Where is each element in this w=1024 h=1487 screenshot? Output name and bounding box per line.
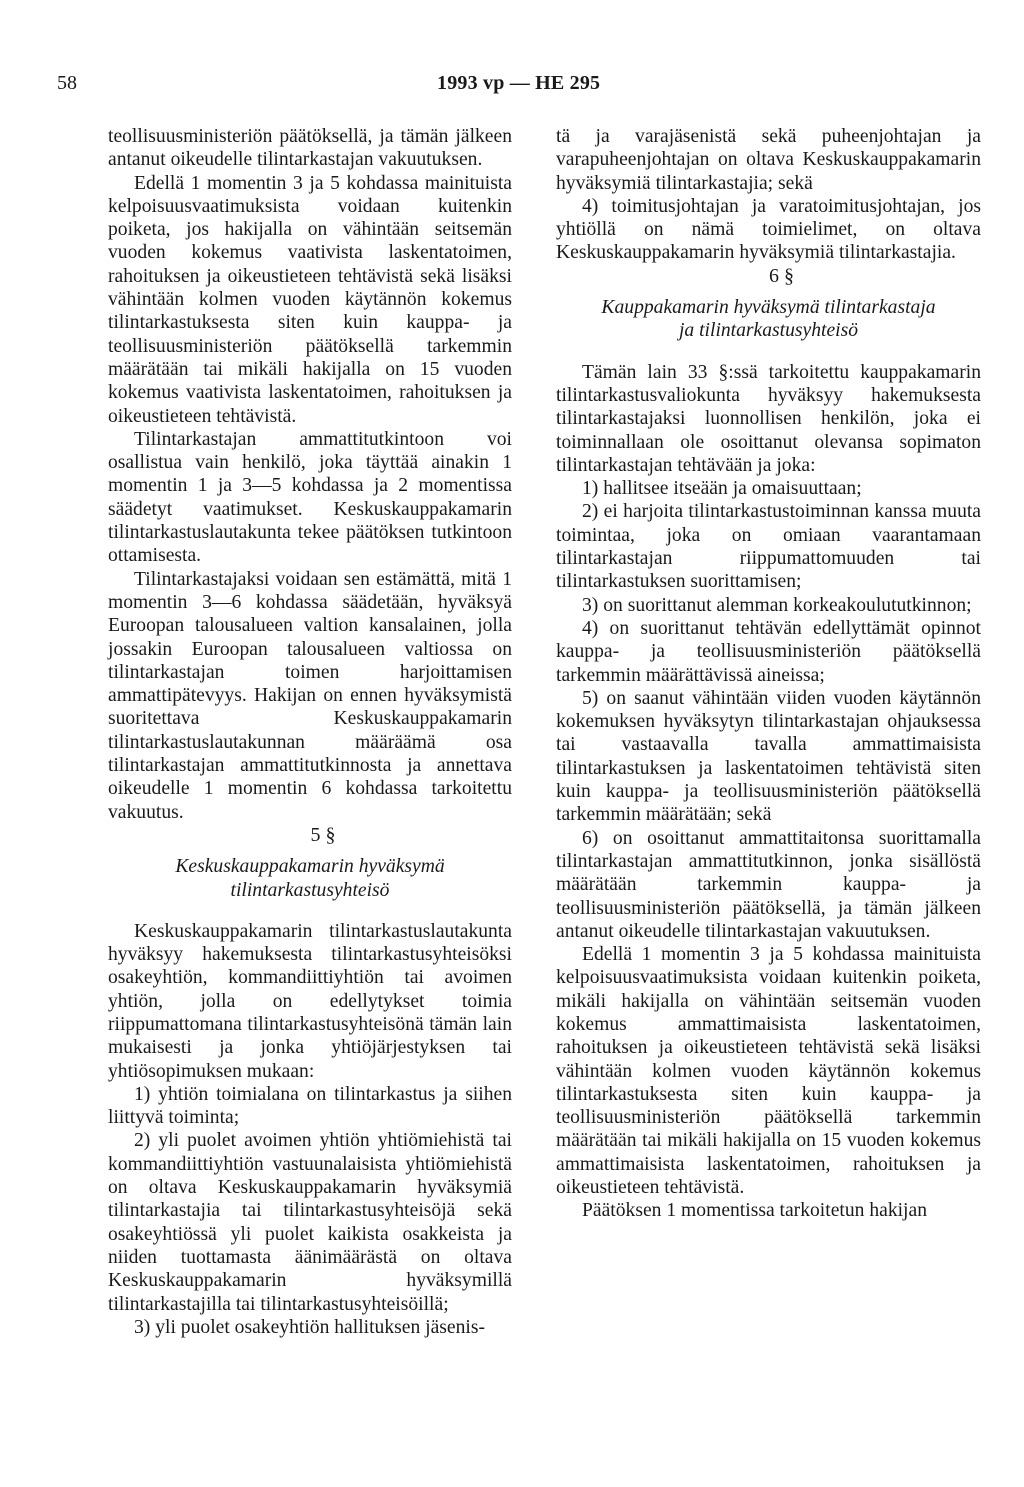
page-header <box>0 72 1024 102</box>
section-title <box>108 855 512 902</box>
list-item: 5) on saanut vähintään viiden vuoden käytännön kokemuksen hyväksytyn tilintarkastajan ohjauksessa tai vastaavalla tavalla ammattimaisista tilintarkastuksen ja laskentatoimen tehtävistä siten kuin kauppa- ja teollisuusministeriön päätöksellä tarkemmin määrätään; sekä <box>556 687 981 826</box>
section-title-line: tilintarkastusyhteisö <box>230 879 390 901</box>
list-item: 1) yhtiön toimialana on tilintarkastus ja siihen liittyvä toiminta; <box>108 1083 512 1129</box>
paragraph: Tilintarkastajan ammattitutkintoon voi osallistua vain henkilö, joka täyttää ainakin 1 momentin 1 ja 3—5 kohdassa ja 2 momentissa säädetyt vaatimukset. Keskuskauppakamarin tilintarkastuslautakunta tekee päätöksen tutkintoon ottamisesta. <box>108 428 512 567</box>
list-item: 6) on osoittanut ammattitaitonsa suorittamalla tilintarkastajan ammattitutkinnon, jonka sisällöstä määrätään tarkemmin kauppa- ja teollisuusministeriön päätöksellä, ja tämän jälkeen antanut oikeudelle tilintarkastajan vakuutuksen. <box>556 827 981 942</box>
paragraph: Tilintarkastajaksi voidaan sen estämättä, mitä 1 momentin 3—6 kohdassa säädetään, hyväksyä Euroopan talousalueen valtion kansalainen, jolla jossakin Euroopan talousalueen valtiossa on tilintarkastajan toimen harjoittamisen ammattipätevyys. Hakijan on ennen hyväksymistä suoritettava Keskuskauppakamarin tilintarkastuslautakunnan määräämä osa tilintarkastajan ammattitutkinnosta ja annettava oikeudelle 1 momentin 6 kohdassa tarkoitettu vakuutus. <box>108 568 512 823</box>
section-number: 6 § <box>769 264 794 287</box>
left-column <box>108 125 512 1339</box>
list-item: 1) hallitsee itseään ja omaisuuttaan; <box>582 478 862 500</box>
paragraph: tä ja varajäsenistä sekä puheenjohtajan ja varapuheenjohtajan on oltava Keskuskauppakamarin hyväksymiä tilintarkastajia; sekä <box>556 126 981 194</box>
list-item: 4) toimitusjohtajan ja varatoimitusjohtajan, jos yhtiöllä on nämä toimielimet, on oltava Keskuskauppakamarin hyväksymiä tilintarkastajia. <box>556 195 981 264</box>
list-item: 2) ei harjoita tilintarkastustoiminnan kanssa muuta toimintaa, joka on omiaan vaarantamaan tilintarkastajan riippumattomuuden tai tilintarkastuksen suorittamisen; <box>556 501 981 593</box>
list-item: 2) yli puolet avoimen yhtiön yhtiömiehistä tai kommandiittiyhtiön vastuunalaisista yhtiömiehistä on oltava Keskuskauppakamarin hyväksymiä tilintarkastajia tai tilintarkastusyhteisöjä sekä osakeyhtiössä yli puolet kaikista osakkeista ja niiden tuottamasta äänimäärästä on oltava Keskuskauppakamarin hyväksymillä tilintarkastajilla tai tilintarkastusyhteisöillä; <box>108 1130 512 1315</box>
running-head: 1993 vp — HE 295 <box>437 72 601 94</box>
paragraph: Edellä 1 momentin 3 ja 5 kohdassa mainituista kelpoisuusvaatimuksista voidaan kuitenkin poiketa, mikäli hakijalla on vähintään seitsemän vuoden kokemus ammattimaisista laskentatoimen, rahoituksen ja oikeustieteen tehtävistä sekä lisäksi vähintään kolmen vuoden käytännön kokemus tilintarkastuksesta siten kuin kauppa- ja teollisuusministeriön päätöksellä tarkemmin määrätään tai mikäli hakijalla on 15 vuoden kokemus ammattimaisista laskentatoimen, rahoituksen ja oikeustieteen tehtävistä. <box>556 944 981 1199</box>
paragraph: Päätöksen 1 momentissa tarkoitetun hakijan <box>582 1200 927 1222</box>
section-number: 5 § <box>310 823 336 846</box>
section-heading <box>108 824 512 847</box>
paragraph: Edellä 1 momentin 3 ja 5 kohdassa mainituista kelpoisuusvaatimuksista voidaan kuitenkin poiketa, jos hakijalla on vähintään seitsemän vuoden kokemus vaativista laskentatoimen, rahoituksen ja oikeustieteen tehtävistä sekä lisäksi vähintään kolmen vuoden käytännön kokemus tilintarkastuksesta siten kuin kauppa- ja teollisuusministeriön päätöksellä tarkemmin määrätään tai mikäli hakijalla on 15 vuoden kokemus vaativista laskentatoimen, rahoituksen ja oikeustieteen tehtävistä. <box>108 172 512 427</box>
section-heading <box>556 265 981 288</box>
paragraph: teollisuusministeriön päätöksellä, ja tämän jälkeen antanut oikeudelle tilintarkastajan vakuutuksen. <box>108 126 512 171</box>
paragraph: Keskuskauppakamarin tilintarkastuslautakunta hyväksyy hakemuksesta tilintarkastusyhteisöksi osakeyhtiön, kommandiittiyhtiön tai avoimen yhtiön, jolla on edellytykset toimia riippumattomana tilintarkastusyhteisönä tämän lain mukaisesti ja jonka yhtiöjärjestyksen tai yhtiösopimuksen mukaan: <box>108 920 512 1082</box>
section-title-line: ja tilintarkastusyhteisö <box>678 320 859 342</box>
list-item: 4) on suorittanut tehtävän edellyttämät opinnot kauppa- ja teollisuusministeriön päätöksellä tarkemmin määrättävissä aineissa; <box>556 617 981 686</box>
list-item: 3) on suorittanut alemman korkeakoulututkinnon; <box>582 594 972 616</box>
page-number: 58 <box>57 72 77 94</box>
section-title <box>556 296 981 343</box>
paragraph: Tämän lain 33 §:ssä tarkoitettu kauppakamarin tilintarkastusvaliokunta hyväksyy hakemuksesta tilintarkastajaksi luonnollisen henkilön, joka ei toiminnallaan ole osoittanut olevansa sopimaton tilintarkastajan tehtävään ja joka: <box>556 361 981 476</box>
section-title-line: Kauppakamarin hyväksymä tilintarkastaja <box>601 297 936 319</box>
right-column <box>556 125 981 1223</box>
section-title-line: Keskuskauppakamarin hyväksymä <box>175 856 445 878</box>
list-item: 3) yli puolet osakeyhtiön hallituksen jäsenis- <box>134 1316 485 1338</box>
